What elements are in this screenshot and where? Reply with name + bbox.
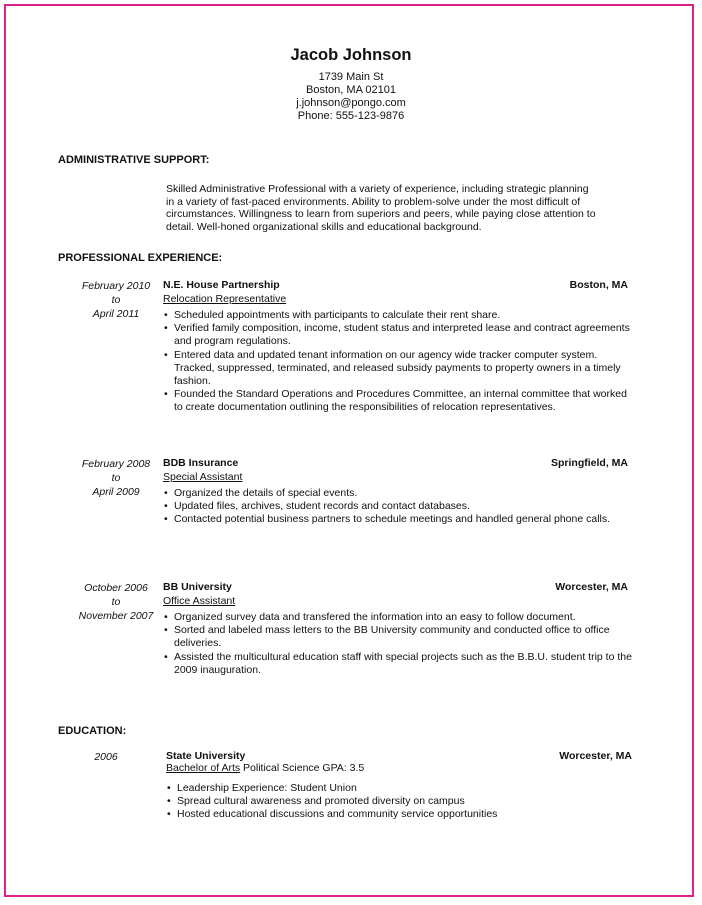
job-title: Special Assistant bbox=[163, 471, 243, 483]
bullet-item: • Updated files, archives, student records and contact databases. bbox=[163, 500, 633, 513]
city-line: Boston, MA 02101 bbox=[306, 84, 396, 96]
employer-name: N.E. House Partnership bbox=[163, 279, 280, 291]
address-line: 1739 Main St bbox=[318, 71, 384, 83]
summary-line: Skilled Administrative Professional with a variety of experience, including strategic planning bbox=[166, 183, 589, 195]
date-from: October 2006 bbox=[84, 582, 148, 594]
job-dates bbox=[56, 581, 176, 623]
date-to: November 2007 bbox=[78, 610, 154, 622]
date-to: April 2011 bbox=[92, 308, 140, 320]
bullet-item: • Contacted potential business partners to schedule meetings and handled general phone calls. bbox=[163, 513, 633, 526]
degree-name: Bachelor of Arts bbox=[166, 762, 241, 774]
candidate-name: Jacob Johnson bbox=[290, 46, 412, 64]
bullet-item: • Hosted educational discussions and community service opportunities bbox=[166, 808, 636, 821]
summary-line: detail. Well-honed organizational skills and educational background. bbox=[166, 220, 482, 233]
education-bullets bbox=[166, 782, 636, 822]
job-bullets bbox=[163, 487, 633, 527]
date-to: April 2009 bbox=[92, 486, 140, 498]
date-from: February 2008 bbox=[81, 458, 151, 470]
bullet-item: • Spread cultural awareness and promoted diversity on campus bbox=[166, 795, 636, 808]
bullet-item: • Organized survey data and transfered the information into an easy to follow document. bbox=[163, 611, 633, 624]
school-name: State University bbox=[166, 750, 246, 762]
phone-line: Phone: 555-123-9876 bbox=[297, 110, 405, 122]
job-title: Office Assistant bbox=[163, 595, 236, 607]
job-title: Relocation Representative bbox=[163, 293, 287, 305]
education-heading: EDUCATION: bbox=[58, 725, 127, 737]
bullet-item: • Leadership Experience: Student Union bbox=[166, 782, 636, 795]
experience-heading: PROFESSIONAL EXPERIENCE: bbox=[58, 252, 223, 264]
summary-line: circumstances. Willingness to learn from superiors and peers, while paying close attention to bbox=[166, 208, 596, 221]
job-location: Springfield, MA bbox=[551, 457, 628, 469]
bullet-item: • Sorted and labeled mass letters to the BB University community and conducted office to office deliveries. bbox=[163, 624, 633, 650]
degree-field: Political Science GPA: 3.5 bbox=[240, 762, 365, 774]
job-bullets bbox=[163, 611, 633, 677]
resume-header bbox=[0, 46, 702, 123]
bullet-item: • Entered data and updated tenant information on our agency wide tracker computer system. Tracked, suppressed, terminated, and released subsidy payments to property owners in a timely fashion. bbox=[163, 349, 633, 389]
job-dates bbox=[56, 457, 176, 499]
date-to-word: to bbox=[111, 596, 121, 608]
summary-line: in a variety of fast-paced environments. Ability to problem-solve under the most difficult of bbox=[166, 195, 581, 208]
year-text: 2006 bbox=[94, 751, 118, 763]
date-from: February 2010 bbox=[81, 280, 151, 292]
employer-name: BDB Insurance bbox=[163, 457, 239, 469]
job-dates bbox=[56, 279, 176, 321]
admin-summary bbox=[166, 183, 636, 233]
bullet-item: • Organized the details of special events. bbox=[163, 487, 633, 500]
degree-line bbox=[166, 762, 364, 774]
email-line: j.johnson@pongo.com bbox=[296, 97, 406, 109]
school-location: Worcester, MA bbox=[559, 750, 632, 762]
education-year bbox=[46, 750, 166, 764]
job-location: Worcester, MA bbox=[555, 581, 628, 593]
bullet-item: • Assisted the multicultural education staff with special projects such as the B.B.U. student trip to the 2009 inauguration. bbox=[163, 651, 633, 677]
bullet-item: • Verified family composition, income, student status and interpreted lease and contract agreements and program regulations. bbox=[163, 322, 633, 348]
employer-name: BB University bbox=[163, 581, 232, 593]
bullet-item: • Founded the Standard Operations and Procedures Committee, an internal committee that worked to create documentation outlining the responsibilities of relocation representatives. bbox=[163, 388, 633, 414]
job-location: Boston, MA bbox=[569, 279, 628, 291]
job-bullets bbox=[163, 309, 633, 415]
date-to-word: to bbox=[111, 294, 121, 306]
date-to-word: to bbox=[111, 472, 121, 484]
admin-heading: ADMINISTRATIVE SUPPORT: bbox=[58, 154, 210, 166]
bullet-item: • Scheduled appointments with participants to calculate their rent share. bbox=[163, 309, 633, 322]
